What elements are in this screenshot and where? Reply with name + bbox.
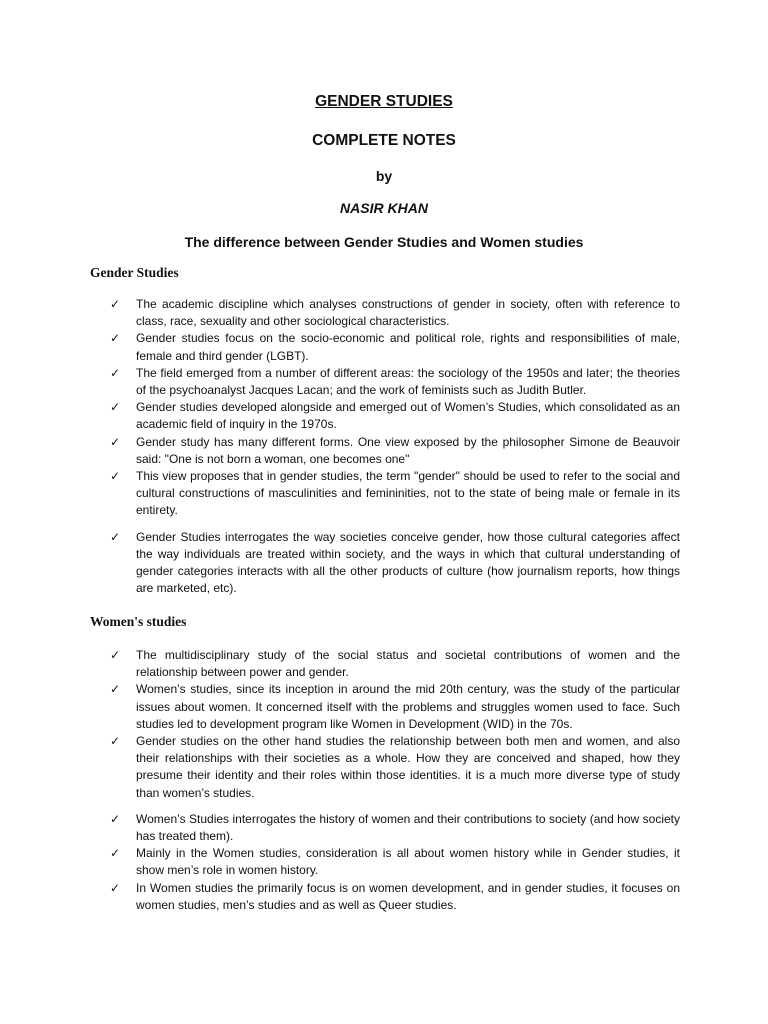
checkmark-icon: ✓ [110,734,121,749]
document-title: GENDER STUDIES [315,93,453,110]
checkmark-icon: ✓ [110,434,121,449]
list-item [110,434,680,468]
checkmark-icon: ✓ [110,529,121,544]
list-item-text: Gender Studies interrogates the way societies conceive gender, how those cultural categories affect the way individuals are treated within society, and the ways in which that cultural understanding of gender categories interacts with all the other products of culture (how journalism reports, how things are marketed, etc). [136,529,680,596]
list-item [110,296,680,330]
list-item-text: The field emerged from a number of different areas: the sociology of the 1950s and later; the theories of the psychoanalyst Jacques Lacan; and the work of feminists such as Judith Butler. [136,365,680,398]
main-heading: The difference between Gender Studies and Women studies [184,234,584,250]
list-item-text: In Women studies the primarily focus is on women development, and in gender studies, it focuses on women studies, men’s studies and as well as Queer studies. [136,880,680,912]
list-item-text: Gender study has many different forms. One view exposed by the philosopher Simone de Beauvoir said: "One is not born a woman, one becomes one" [136,434,680,466]
checkmark-icon: ✓ [110,400,121,415]
list-item [110,845,680,879]
checkmark-icon: ✓ [110,297,121,311]
checkmark-icon: ✓ [110,682,121,697]
list-item [110,647,680,681]
author-name: NASIR KHAN [340,200,428,216]
list-item [110,681,680,733]
list-item-text: Women’s studies, since its inception in around the mid 20th century, was the study of the particular issues about women. It concerned itself with the problems and struggles women used to face. Such studies led to development program like Women in Development (WID) in the 70s. [136,682,680,731]
womens-studies-list [110,647,680,914]
list-item-text: Mainly in the Women studies, consideration is all about women history while in Gender studies, it show men’s role in women history. [136,846,680,878]
list-item [110,880,680,914]
checkmark-icon: ✓ [110,648,121,662]
byline-label: by [375,168,393,184]
checkmark-icon: ✓ [110,469,121,484]
list-item [110,365,680,399]
list-item [110,733,680,802]
list-item [110,529,680,598]
list-item [110,468,680,520]
list-item-text: Gender studies focus on the socio-economic and political role, rights and responsibilities of male, female and third gender (LGBT). [136,331,680,363]
list-item-text: The academic discipline which analyses constructions of gender in society, often with reference to class, race, sexuality and other sociological characteristics. [136,297,680,329]
checkmark-icon: ✓ [110,811,121,826]
document-subtitle: COMPLETE NOTES [312,132,456,149]
list-item [110,811,680,845]
list-item-text: Gender studies on the other hand studies the relationship between both men and women, and also their relationships with their societies as a whole. How they are conceived and shaped, how they presume their identity and their roles within those identities. it is a much more diverse type of study than women’s studies. [136,734,680,800]
list-item-text: This view proposes that in gender studies, the term "gender" should be used to refer to the social and cultural constructions of masculinities and femininities, not to the state of being male or female in its entirety. [136,469,680,518]
checkmark-icon: ✓ [110,846,121,861]
section-heading-gender-studies: Gender Studies [90,265,179,280]
list-item [110,399,680,433]
list-item [110,330,680,364]
section-heading-womens-studies: Women's studies [90,614,187,629]
checkmark-icon: ✓ [110,880,121,895]
list-item-text: Women’s Studies interrogates the history of women and their contributions to society (and how society has treated them). [136,811,680,844]
gender-studies-list [110,296,680,597]
checkmark-icon: ✓ [110,365,121,380]
list-item-text: The multidisciplinary study of the social status and societal contributions of women and the relationship between power and gender. [136,648,680,680]
list-item-text: Gender studies developed alongside and emerged out of Women’s Studies, which consolidated as an academic field of inquiry in the 1970s. [136,400,680,432]
checkmark-icon: ✓ [110,331,121,346]
